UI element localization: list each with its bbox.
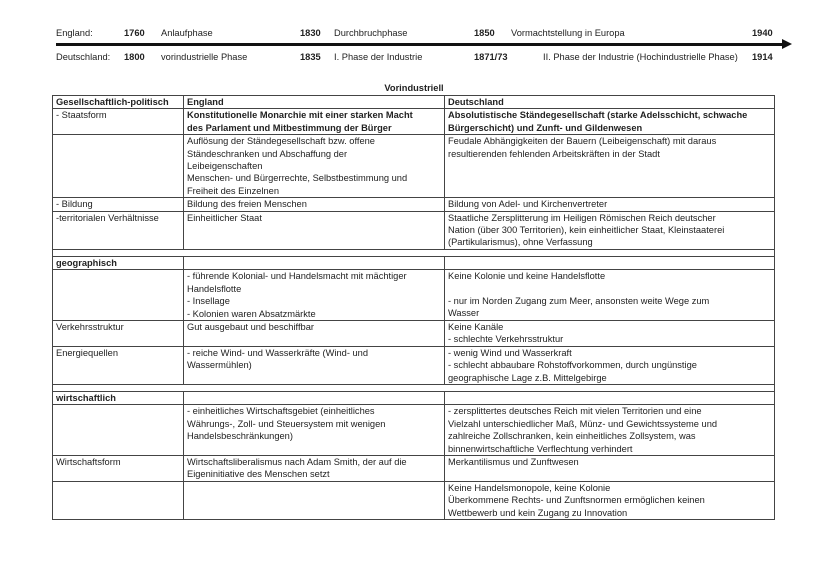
england-cell xyxy=(184,320,445,346)
cell-line: Konstitutionelle Monarchie mit einer starken Macht xyxy=(187,110,413,121)
cell-line: Keine Kolonie und keine Handelsflotte xyxy=(448,271,606,282)
england-year: 1760 xyxy=(124,28,145,38)
cell-line: Gut ausgebaut und beschiffbar xyxy=(187,321,314,332)
table-row xyxy=(53,256,775,269)
cell-line: Bürgerschicht) und Zunft- und Gildenwesen xyxy=(448,122,643,133)
cell-line: Eigeninitiative des Menschen setzt xyxy=(187,469,330,480)
cell-line: Merkantilismus und Zunftwesen xyxy=(448,456,579,467)
deutschland-year: 1800 xyxy=(124,52,145,62)
deutschland-cell xyxy=(445,391,775,404)
cell-line: - reiche Wind- und Wasserkräfte (Wind- und xyxy=(187,347,369,358)
table-row xyxy=(53,346,775,384)
cell-line: - wenig Wind und Wasserkraft xyxy=(448,347,572,358)
cell-line xyxy=(187,482,441,494)
cell-line: Ständeschranken und Abschaffung der xyxy=(187,148,348,159)
cell-line: geographische Lage z.B. Mittelgebirge xyxy=(448,372,607,383)
table-row xyxy=(53,198,775,211)
cell-line: Bildung des freien Menschen xyxy=(187,199,307,210)
cell-line xyxy=(448,283,771,295)
cell-line xyxy=(56,482,180,494)
deutschland-cell xyxy=(445,256,775,269)
cell-line: geographisch xyxy=(56,257,117,268)
cell-line: Menschen- und Bürgerrechte, Selbstbestimmung und xyxy=(187,173,408,184)
category-cell xyxy=(53,109,184,135)
england-cell xyxy=(184,405,445,456)
table-row xyxy=(53,455,775,481)
cell-line: wirtschaftlich xyxy=(56,392,116,403)
cell-line: - Insellage xyxy=(187,296,230,307)
deutschland-end-year: 1914 xyxy=(752,52,773,62)
cell-line: -territorialen Verhältnisse xyxy=(56,212,159,223)
category-cell xyxy=(53,346,184,384)
cell-line: des Parlament und Mitbestimmung der Bürger xyxy=(187,122,392,133)
england-cell xyxy=(184,256,445,269)
england-cell xyxy=(184,455,445,481)
cell-line: Handelsflotte xyxy=(187,283,242,294)
cell-line: Wirtschaftsform xyxy=(56,456,121,467)
england-phase: Vormachtstellung in Europa xyxy=(511,28,625,38)
deutschland-cell xyxy=(445,405,775,456)
deutschland-phase: vorindustrielle Phase xyxy=(161,52,248,62)
timeline-arrow-line xyxy=(56,43,784,46)
cell-line: Energiequellen xyxy=(56,347,119,358)
cell-line: Bildung von Adel- und Kirchenvertreter xyxy=(448,199,608,210)
england-cell xyxy=(184,391,445,404)
england-end-year: 1940 xyxy=(752,28,773,38)
cell-line: Wirtschaftsliberalismus nach Adam Smith, der auf die xyxy=(187,456,407,467)
cell-line: Verkehrsstruktur xyxy=(56,321,124,332)
cell-line xyxy=(187,392,441,404)
cell-line: binnenwirtschaftliche Verflechtung verhindert xyxy=(448,443,633,454)
cell-line: Absolutistische Ständegesellschaft (starke Adelsschicht, schwache xyxy=(448,110,748,121)
deutschland-cell xyxy=(445,481,775,519)
cell-line: (Partikularismus), ohne Verfassung xyxy=(448,237,593,248)
cell-line: - Staatsform xyxy=(56,110,107,121)
deutschland-cell xyxy=(445,135,775,198)
header-deutschland: Deutschland xyxy=(445,96,775,109)
cell-line: Keine Handelsmonopole, keine Kolonie xyxy=(448,482,611,493)
category-cell xyxy=(53,455,184,481)
cell-line: Feudale Abhängigkeiten der Bauern (Leibeigenschaft) mit daraus xyxy=(448,136,717,147)
cell-line: - Kolonien waren Absatzmärkte xyxy=(187,308,316,319)
cell-line: - zersplittertes deutsches Reich mit vielen Territorien und eine xyxy=(448,406,702,417)
england-cell xyxy=(184,109,445,135)
category-cell xyxy=(53,198,184,211)
cell-line: Handelsbeschränkungen) xyxy=(187,431,293,442)
arrow-head-icon xyxy=(782,39,792,49)
england-phase: Anlaufphase xyxy=(161,28,213,38)
cell-line xyxy=(448,257,771,269)
table-header-row xyxy=(53,96,775,109)
table-row xyxy=(53,391,775,404)
spacer-cell xyxy=(53,384,775,391)
england-phase: Durchbruchphase xyxy=(334,28,408,38)
table-row xyxy=(53,320,775,346)
table-row xyxy=(53,481,775,519)
category-cell xyxy=(53,391,184,404)
england-cell xyxy=(184,346,445,384)
spacer-row xyxy=(53,384,775,391)
table-row xyxy=(53,211,775,249)
table-title: Vorindustriell xyxy=(384,83,444,93)
england-cell xyxy=(184,198,445,211)
cell-line: Auflösung der Ständegesellschaft bzw. offene xyxy=(187,136,375,147)
category-cell xyxy=(53,211,184,249)
cell-line: Staatliche Zersplitterung im Heiligen Römischen Reich deutscher xyxy=(448,212,716,223)
cell-line xyxy=(187,257,441,269)
table-row xyxy=(53,109,775,135)
spacer-row xyxy=(53,249,775,256)
cell-line: Überkommene Rechts- und Zunftsnormen ermöglichen keinen xyxy=(448,495,705,506)
category-cell xyxy=(53,256,184,269)
deutschland-phase: II. Phase der Industrie (Hochindustrielle Phase) xyxy=(543,52,738,62)
cell-line: resultierenden fehlenden Arbeitskräften in der Stadt xyxy=(448,148,660,159)
deutschland-phase: I. Phase der Industrie xyxy=(334,52,423,62)
cell-line: - Bildung xyxy=(56,199,93,210)
cell-line: - schlecht abbaubare Rohstoffvorkommen, durch ungünstige xyxy=(448,360,697,371)
england-cell xyxy=(184,211,445,249)
deutschland-cell xyxy=(445,455,775,481)
england-cell xyxy=(184,135,445,198)
category-cell xyxy=(53,270,184,321)
cell-line xyxy=(56,270,180,282)
comparison-table xyxy=(52,95,775,520)
category-cell xyxy=(53,481,184,519)
category-cell xyxy=(53,320,184,346)
cell-line: - schlechte Verkehrsstruktur xyxy=(448,334,564,345)
cell-line xyxy=(56,135,180,147)
table-row xyxy=(53,270,775,321)
cell-line: Leibeigenschaften xyxy=(187,161,263,172)
cell-line xyxy=(56,405,180,417)
cell-line: Wassermühlen) xyxy=(187,360,252,371)
england-cell xyxy=(184,270,445,321)
cell-line: Freiheit des Einzelnen xyxy=(187,185,279,196)
england-year: 1830 xyxy=(300,28,321,38)
cell-line: - einheitliches Wirtschaftsgebiet (einheitliches xyxy=(187,406,375,417)
cell-line: Nation (über 300 Territorien), kein einheitlicher Staat, Kleinstaaterei xyxy=(448,225,725,236)
cell-line: Währungs-, Zoll- und Steuersystem mit wenigen xyxy=(187,418,386,429)
cell-line: Vielzahl unterschiedlicher Maß, Münz- und Gewichtssysteme und xyxy=(448,418,718,429)
england-cell xyxy=(184,481,445,519)
deutschland-year: 1871/73 xyxy=(474,52,508,62)
deutschland-cell xyxy=(445,198,775,211)
deutschland-cell xyxy=(445,320,775,346)
spacer-cell xyxy=(53,249,775,256)
header-england: England xyxy=(184,96,445,109)
cell-line: Wettbewerb und kein Zugang zu Innovation xyxy=(448,507,628,518)
deutschland-cell xyxy=(445,211,775,249)
category-cell xyxy=(53,405,184,456)
cell-line xyxy=(448,392,771,404)
deutschland-label: Deutschland: xyxy=(56,52,111,62)
deutschland-cell xyxy=(445,270,775,321)
header-category: Gesellschaftlich-politisch xyxy=(53,96,184,109)
deutschland-year: 1835 xyxy=(300,52,321,62)
table-row xyxy=(53,135,775,198)
england-year: 1850 xyxy=(474,28,495,38)
deutschland-cell xyxy=(445,109,775,135)
cell-line: Keine Kanäle xyxy=(448,321,504,332)
table-row xyxy=(53,405,775,456)
cell-line: zahlreiche Zollschranken, kein einheitliches Zollsystem, was xyxy=(448,431,696,442)
deutschland-cell xyxy=(445,346,775,384)
cell-line: Wasser xyxy=(448,308,480,319)
category-cell xyxy=(53,135,184,198)
cell-line: - nur im Norden Zugang zum Meer, ansonsten weite Wege zum xyxy=(448,296,710,307)
england-label: England: xyxy=(56,28,93,38)
cell-line: - führende Kolonial- und Handelsmacht mit mächtiger xyxy=(187,271,407,282)
cell-line: Einheitlicher Staat xyxy=(187,212,262,223)
